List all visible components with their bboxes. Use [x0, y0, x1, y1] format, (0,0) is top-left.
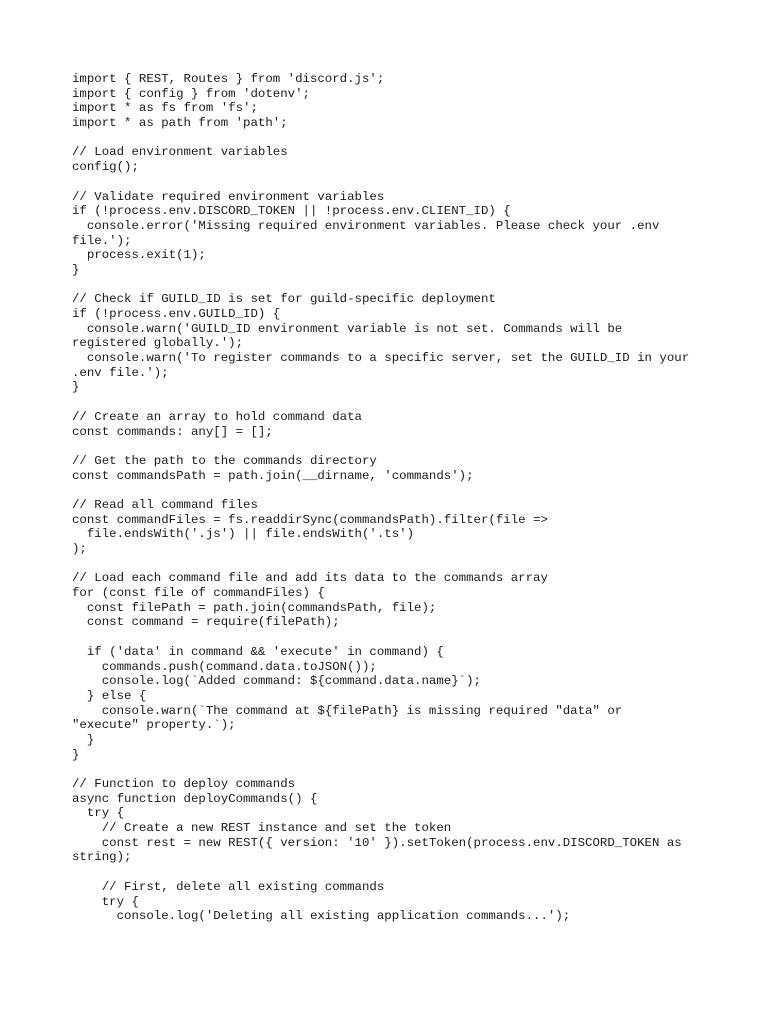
code-line: const command = require(filePath); [72, 615, 340, 630]
code-line [72, 762, 712, 777]
code-line: // Check if GUILD_ID is set for guild-specific deployment [72, 292, 496, 307]
code-line: console.log(`Added command: ${command.data.name}`); [72, 674, 481, 689]
code-line: registered globally.'); [72, 336, 244, 351]
code-line: async function deployCommands() { [72, 791, 318, 806]
code-line: config(); [72, 160, 139, 175]
code-line: // Load environment variables [72, 145, 288, 160]
code-line: string); [72, 850, 132, 865]
code-line: console.warn('GUILD_ID environment variable is not set. Commands will be [72, 321, 623, 336]
code-block [72, 72, 712, 924]
code-line: // Function to deploy commands [72, 777, 296, 791]
code-line: // Validate required environment variables [72, 189, 385, 204]
code-line: import * as path from 'path'; [72, 116, 288, 131]
code-line: file.'); [72, 233, 132, 248]
code-line: console.log('Deleting all existing application commands...'); [72, 909, 571, 924]
code-line: if (!process.env.GUILD_ID) { [72, 307, 281, 321]
code-line: import { REST, Routes } from 'discord.js'; [72, 72, 385, 86]
code-line: try { [72, 806, 125, 821]
code-line: "execute" property.`); [72, 718, 236, 733]
code-line: // First, delete all existing commands [72, 879, 385, 894]
code-line: if (!process.env.DISCORD_TOKEN || !process.env.CLIENT_ID) { [72, 204, 511, 219]
code-line: file.endsWith('.js') || file.endsWith('.ts') [72, 527, 415, 542]
code-line: } [72, 380, 80, 395]
code-line: // Create a new REST instance and set the token [72, 821, 452, 836]
code-line: for (const file of commandFiles) { [72, 586, 325, 601]
code-line: if ('data' in command && 'execute' in command) { [72, 644, 444, 659]
code-line: } [72, 262, 80, 277]
code-line: import * as fs from 'fs'; [72, 101, 258, 116]
code-line [72, 483, 712, 498]
code-line: const filePath = path.join(commandsPath, file); [72, 600, 437, 615]
code-line [72, 557, 712, 572]
code-line: console.error('Missing required environment variables. Please check your .env [72, 218, 660, 233]
code-line: // Read all command files [72, 497, 258, 512]
code-line: // Create an array to hold command data [72, 409, 362, 424]
code-line: const commandsPath = path.join(__dirname, 'commands'); [72, 468, 474, 483]
code-line [72, 278, 712, 293]
code-line [72, 395, 712, 410]
code-line [72, 131, 712, 146]
code-line: const commands: any[] = []; [72, 424, 273, 439]
code-line [72, 175, 712, 190]
code-line: console.warn('To register commands to a specific server, set the GUILD_ID in your [72, 351, 690, 366]
code-line: try { [72, 894, 139, 909]
code-line: console.warn(`The command at ${filePath} is missing required "data" or [72, 703, 623, 718]
code-line: const commandFiles = fs.readdirSync(commandsPath).filter(file => [72, 512, 548, 527]
code-line: import { config } from 'dotenv'; [72, 86, 310, 101]
code-line [72, 630, 712, 645]
code-line: ); [72, 542, 87, 556]
code-line: // Load each command file and add its data to the commands array [72, 571, 548, 586]
code-line: commands.push(command.data.toJSON()); [72, 659, 377, 674]
code-line: // Get the path to the commands directory [72, 453, 377, 468]
code-line: } [72, 747, 80, 762]
code-line: } [72, 732, 95, 747]
code-line [72, 439, 712, 454]
code-line: const rest = new REST({ version: '10' }).setToken(process.env.DISCORD_TOKEN as [72, 835, 682, 850]
code-line: } else { [72, 688, 147, 703]
code-line [72, 865, 712, 880]
code-line: process.exit(1); [72, 248, 206, 263]
code-line: .env file.'); [72, 365, 169, 380]
